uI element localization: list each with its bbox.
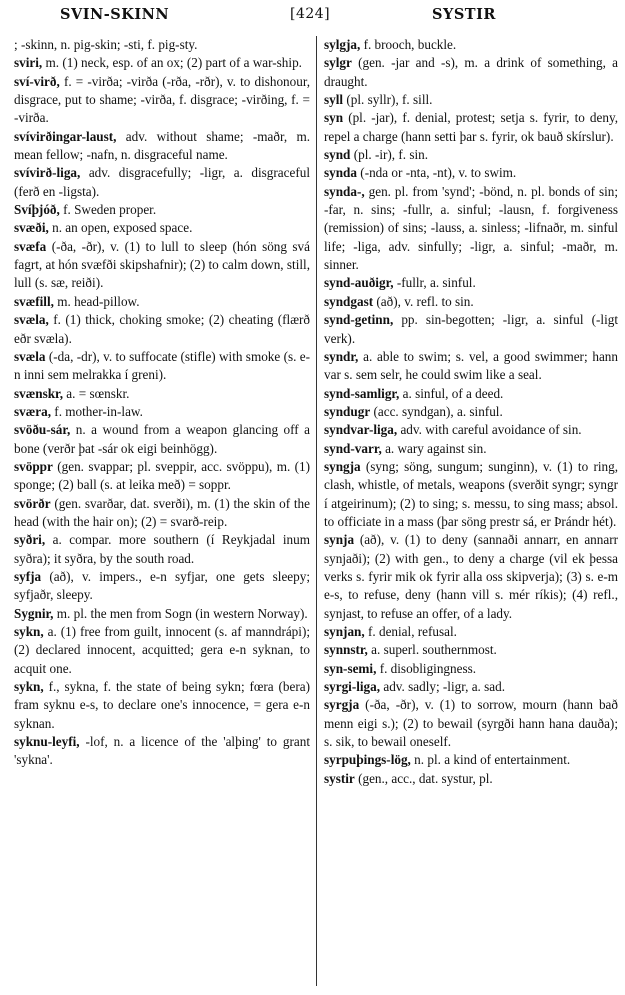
dictionary-entry xyxy=(14,531,310,568)
entry-body: a. sinful, of a deed. xyxy=(402,385,504,401)
page-number: [424] xyxy=(290,6,331,22)
dictionary-entry xyxy=(14,495,310,532)
entry-headword: svæfill, xyxy=(14,293,54,309)
entry-body: f., sykna, f. the state of being sykn; fœra (bera) fram syknu e-s, to declare one's innocence, = gera e-n syknan. xyxy=(14,679,311,731)
entry-headword: sylgja, xyxy=(324,37,361,52)
entry-body: (að), v. (1) to deny (sannaði annarr, en annarr synjaði); (2) with gen., to deny a charge (vil ek þessa verks s. fyrir mik ok fyrir alla oss skipverja); (3) s. e-m e-s, to refuse, deny (hann vill s. mér ríkis); (4) refl., synjast, to refuse an offer, of a lady. xyxy=(324,532,618,621)
dictionary-entry xyxy=(324,531,618,623)
entry-body: adv. without shame; -maðr, m. mean fellow; -nafn, n. disgraceful name. xyxy=(14,128,310,163)
entry-body: (pl. syllr), f. sill. xyxy=(346,92,433,108)
dictionary-entry xyxy=(324,696,618,751)
entry-body: f. disobligingness. xyxy=(379,660,477,676)
entry-body: m. pl. the men from Sogn (in western Norway). xyxy=(56,605,308,621)
column-divider xyxy=(316,36,317,986)
entry-body: f. mother-in-law. xyxy=(54,403,143,419)
dictionary-entry xyxy=(324,458,618,531)
entry-body: (acc. syndgan), a. sinful. xyxy=(373,403,503,419)
dictionary-entry xyxy=(324,660,618,678)
dictionary-entry xyxy=(324,274,618,292)
entry-body: (-ða, -ðr), v. (1) to sorrow, mourn (hann bað menn eigi s.); (2) to bewail (syrgði hann hana dauða); s. sik, to bewail oneself. xyxy=(324,697,618,750)
entry-headword: synd xyxy=(324,147,351,163)
entry-body: (-ða, -ðr), v. (1) to lull to sleep (hón söng svá fagrt, at hón svæfði skipshafnir); (2) to calm down, still, lull (s. sæ, reiði). xyxy=(14,238,310,291)
dictionary-entry xyxy=(324,623,618,641)
entry-body: (pl. -jar), f. denial, protest; setja s. fyrir, to deny, repel a charge (hann setti þar s. fyrir, ok bauð skírslur). xyxy=(324,110,619,144)
entry-body: f. denial, refusal. xyxy=(367,624,457,639)
dictionary-entry xyxy=(324,678,618,696)
entry-headword: syn xyxy=(324,110,344,126)
entry-body: (-nda or -nta, -nt), v. to swim. xyxy=(360,165,517,181)
dictionary-entry xyxy=(324,348,618,385)
entry-headword: syndvar-liga, xyxy=(324,422,398,438)
entry-body: (pl. -ir), f. sin. xyxy=(353,147,429,163)
dictionary-entry xyxy=(324,109,618,146)
entry-body: (gen. svarðar, dat. sverði), m. (1) the skin of the head (with the hair on); (2) = svarð-reip. xyxy=(14,495,310,529)
entry-headword: sykn, xyxy=(14,679,44,695)
entry-headword: syrpuþings-lög, xyxy=(324,752,411,768)
dictionary-entry xyxy=(14,568,310,605)
entry-headword: sykn, xyxy=(14,624,44,639)
entry-headword: synd-auðigr, xyxy=(324,275,394,291)
entry-body: -lof, n. a licence of the 'alþing' to grant 'sykna'. xyxy=(14,734,310,768)
dictionary-entry xyxy=(324,36,618,54)
entry-headword: sylgr xyxy=(324,55,352,71)
entry-headword: syn-semi, xyxy=(324,660,377,676)
entry-body: (syng; söng, sungum; sunginn), v. (1) to ring, clash, whistle, of metals, weapons (sverðit syngr; syngr í atgeirinum); (2) to sing; s. messu, to sing mass; absol. to officiate in a mass (þar söng prestr sá, er Þrándr hét). xyxy=(324,458,618,529)
entry-body: f. (1) thick, choking smoke; (2) cheating (flærð eðr svæla). xyxy=(14,312,310,346)
entry-headword: syndugr xyxy=(324,403,371,419)
dictionary-entry xyxy=(324,421,618,439)
entry-body: a. wary against sin. xyxy=(385,440,487,456)
dictionary-entry xyxy=(14,605,310,623)
entry-body: gen. pl. from 'synd'; -bönd, n. pl. bonds of sin; -far, n. sins; -fullr, a. sinful; -lausn, f. forgiveness (remission) of sins; -lauss, a. sinless; -lifnaðr, m. sinful life; -liga, adv. sinfully; -ligr, a. sinful; -maðr, m. sinner. xyxy=(324,183,619,273)
entry-headword: syndr, xyxy=(324,348,359,364)
entry-headword: svæla xyxy=(14,348,46,364)
dictionary-entry xyxy=(324,183,618,275)
entry-headword: synd-varr, xyxy=(324,440,382,456)
dictionary-entry xyxy=(14,36,310,54)
dictionary-entry xyxy=(14,201,310,219)
header-guideword-right: SYSTIR xyxy=(432,6,496,23)
dictionary-entry xyxy=(14,128,310,165)
entry-body: a. (1) free from guilt, innocent (s. af manndrápi); (2) declared innocent, acquitted; gera e-n syknan, to acquit one. xyxy=(14,624,310,676)
entry-body: a. able to swim; s. vel, a good swimmer; hann var s. sem selr, he could swim like a seal. xyxy=(324,348,618,383)
entry-headword: synd-samligr, xyxy=(324,385,400,401)
entry-body: n. a wound from a weapon glancing off a bone (verðr þat -sár ok eigi beinhögg). xyxy=(14,422,311,456)
entry-headword: sví-virð, xyxy=(14,73,60,89)
dictionary-entry xyxy=(14,678,310,733)
entry-body: (að), v. impers., e-n syfjar, one gets sleepy; syfjaðr, sleepy. xyxy=(14,568,310,603)
entry-headword: sviri, xyxy=(14,55,43,71)
left-column xyxy=(14,36,310,770)
entry-headword: sværa, xyxy=(14,403,51,419)
entry-headword: syrgja xyxy=(324,697,360,713)
entry-body: adv. disgracefully; -ligr, a. disgraceful (ferð en -ligsta). xyxy=(14,165,310,199)
dictionary-entry xyxy=(14,421,310,458)
entry-headword: synnstr, xyxy=(324,642,368,658)
entry-headword: svæfa xyxy=(14,238,47,254)
dictionary-entry xyxy=(14,238,310,293)
dictionary-entry xyxy=(14,733,310,770)
entry-body: (að), v. refl. to sin. xyxy=(376,293,474,309)
entry-body: m. (1) neck, esp. of an ox; (2) part of a war-ship. xyxy=(45,55,302,71)
entry-body: f. brooch, buckle. xyxy=(363,37,457,52)
dictionary-entry xyxy=(324,641,618,659)
entry-headword: svæði, xyxy=(14,220,49,236)
page-header xyxy=(0,0,625,30)
dictionary-entry xyxy=(324,54,618,91)
dictionary-entry xyxy=(324,311,618,348)
dictionary-entry xyxy=(14,458,310,495)
entry-headword: svörðr xyxy=(14,495,51,511)
entry-headword: svívirð-liga, xyxy=(14,165,81,181)
dictionary-entry xyxy=(324,751,618,769)
entry-headword: synda xyxy=(324,165,357,181)
entry-headword: syðri, xyxy=(14,532,46,548)
entry-headword: svívirðingar-laust, xyxy=(14,128,117,144)
dictionary-entry xyxy=(324,293,618,311)
dictionary-entry xyxy=(14,54,310,72)
entry-headword: syrgi-liga, xyxy=(324,679,381,695)
entry-headword: svæla, xyxy=(14,312,49,328)
entry-body: adv. sadly; -ligr, a. sad. xyxy=(383,679,506,695)
dictionary-entry xyxy=(14,311,310,348)
entry-headword: svænskr, xyxy=(14,385,63,401)
entry-body: (gen. -jar and -s), m. a drink of something, a draught. xyxy=(324,55,619,89)
entry-headword: synda-, xyxy=(324,183,365,199)
entry-body: a. compar. more southern (í Reykjadal inum syðra); it syðra, by the south road. xyxy=(14,532,311,566)
entry-body: n. an open, exposed space. xyxy=(52,220,193,236)
dictionary-entry xyxy=(324,403,618,421)
entry-headword: synd-getinn, xyxy=(324,312,394,328)
entry-headword: Svíþjóð, xyxy=(14,202,60,218)
entry-body: f. = -virða; -virða (-rða, -rðr), v. to dishonour, disgrace, put to shame; -virða, f. disgrace; -virðing, f. = -virða. xyxy=(14,73,310,126)
entry-headword: syndgast xyxy=(324,293,374,309)
entry-headword: synjan, xyxy=(324,624,365,639)
dictionary-entry xyxy=(14,623,310,678)
entry-headword: Sygnir, xyxy=(14,605,54,621)
entry-headword: svöppr xyxy=(14,458,53,474)
dictionary-entry xyxy=(324,146,618,164)
dictionary-entry xyxy=(14,219,310,237)
entry-body: adv. with careful avoidance of sin. xyxy=(400,422,582,438)
entry-body: a. superl. southernmost. xyxy=(371,642,497,658)
dictionary-entry xyxy=(14,403,310,421)
entry-body: pp. sin-begotten; -ligr, a. sinful (-ligt verk). xyxy=(324,312,618,346)
entry-headword: systir xyxy=(324,770,355,786)
dictionary-entry xyxy=(324,91,618,109)
entry-body: m. head-pillow. xyxy=(57,293,140,309)
right-column xyxy=(324,36,618,788)
entry-body: f. Sweden proper. xyxy=(63,202,157,218)
entry-body: (-da, -dr), v. to suffocate (stifle) with smoke (s. e-n inni sem melrakka í greni). xyxy=(14,348,310,383)
entry-headword: synja xyxy=(324,532,355,548)
dictionary-entry xyxy=(14,293,310,311)
entry-headword: syll xyxy=(324,92,344,108)
entry-body: n. pl. a kind of entertainment. xyxy=(414,752,571,768)
entry-headword: svöðu-sár, xyxy=(14,422,71,438)
entry-headword: syfja xyxy=(14,568,42,584)
dictionary-entry xyxy=(14,348,310,385)
dictionary-entry xyxy=(14,385,310,403)
dictionary-entry xyxy=(324,440,618,458)
entry-body: -fullr, a. sinful. xyxy=(396,275,476,291)
dictionary-entry xyxy=(14,73,310,128)
dictionary-entry xyxy=(324,385,618,403)
entry-body: a. = sœnskr. xyxy=(66,385,130,401)
entry-body: (gen. svappar; pl. sveppir, acc. svöppu), m. (1) sponge; (2) ball (s. at leika með) = soppr. xyxy=(14,458,310,493)
dictionary-entry xyxy=(14,164,310,201)
entry-body: (gen., acc., dat. systur, pl. xyxy=(358,770,493,786)
dictionary-entry xyxy=(324,770,618,788)
dictionary-entry xyxy=(324,164,618,182)
header-guideword-left: SVIN-SKINN xyxy=(60,6,170,23)
entry-body: ; -skinn, n. pig-skin; -sti, f. pig-sty. xyxy=(14,37,198,52)
entry-headword: syknu-leyfi, xyxy=(14,734,80,750)
entry-headword: syngja xyxy=(324,458,361,474)
